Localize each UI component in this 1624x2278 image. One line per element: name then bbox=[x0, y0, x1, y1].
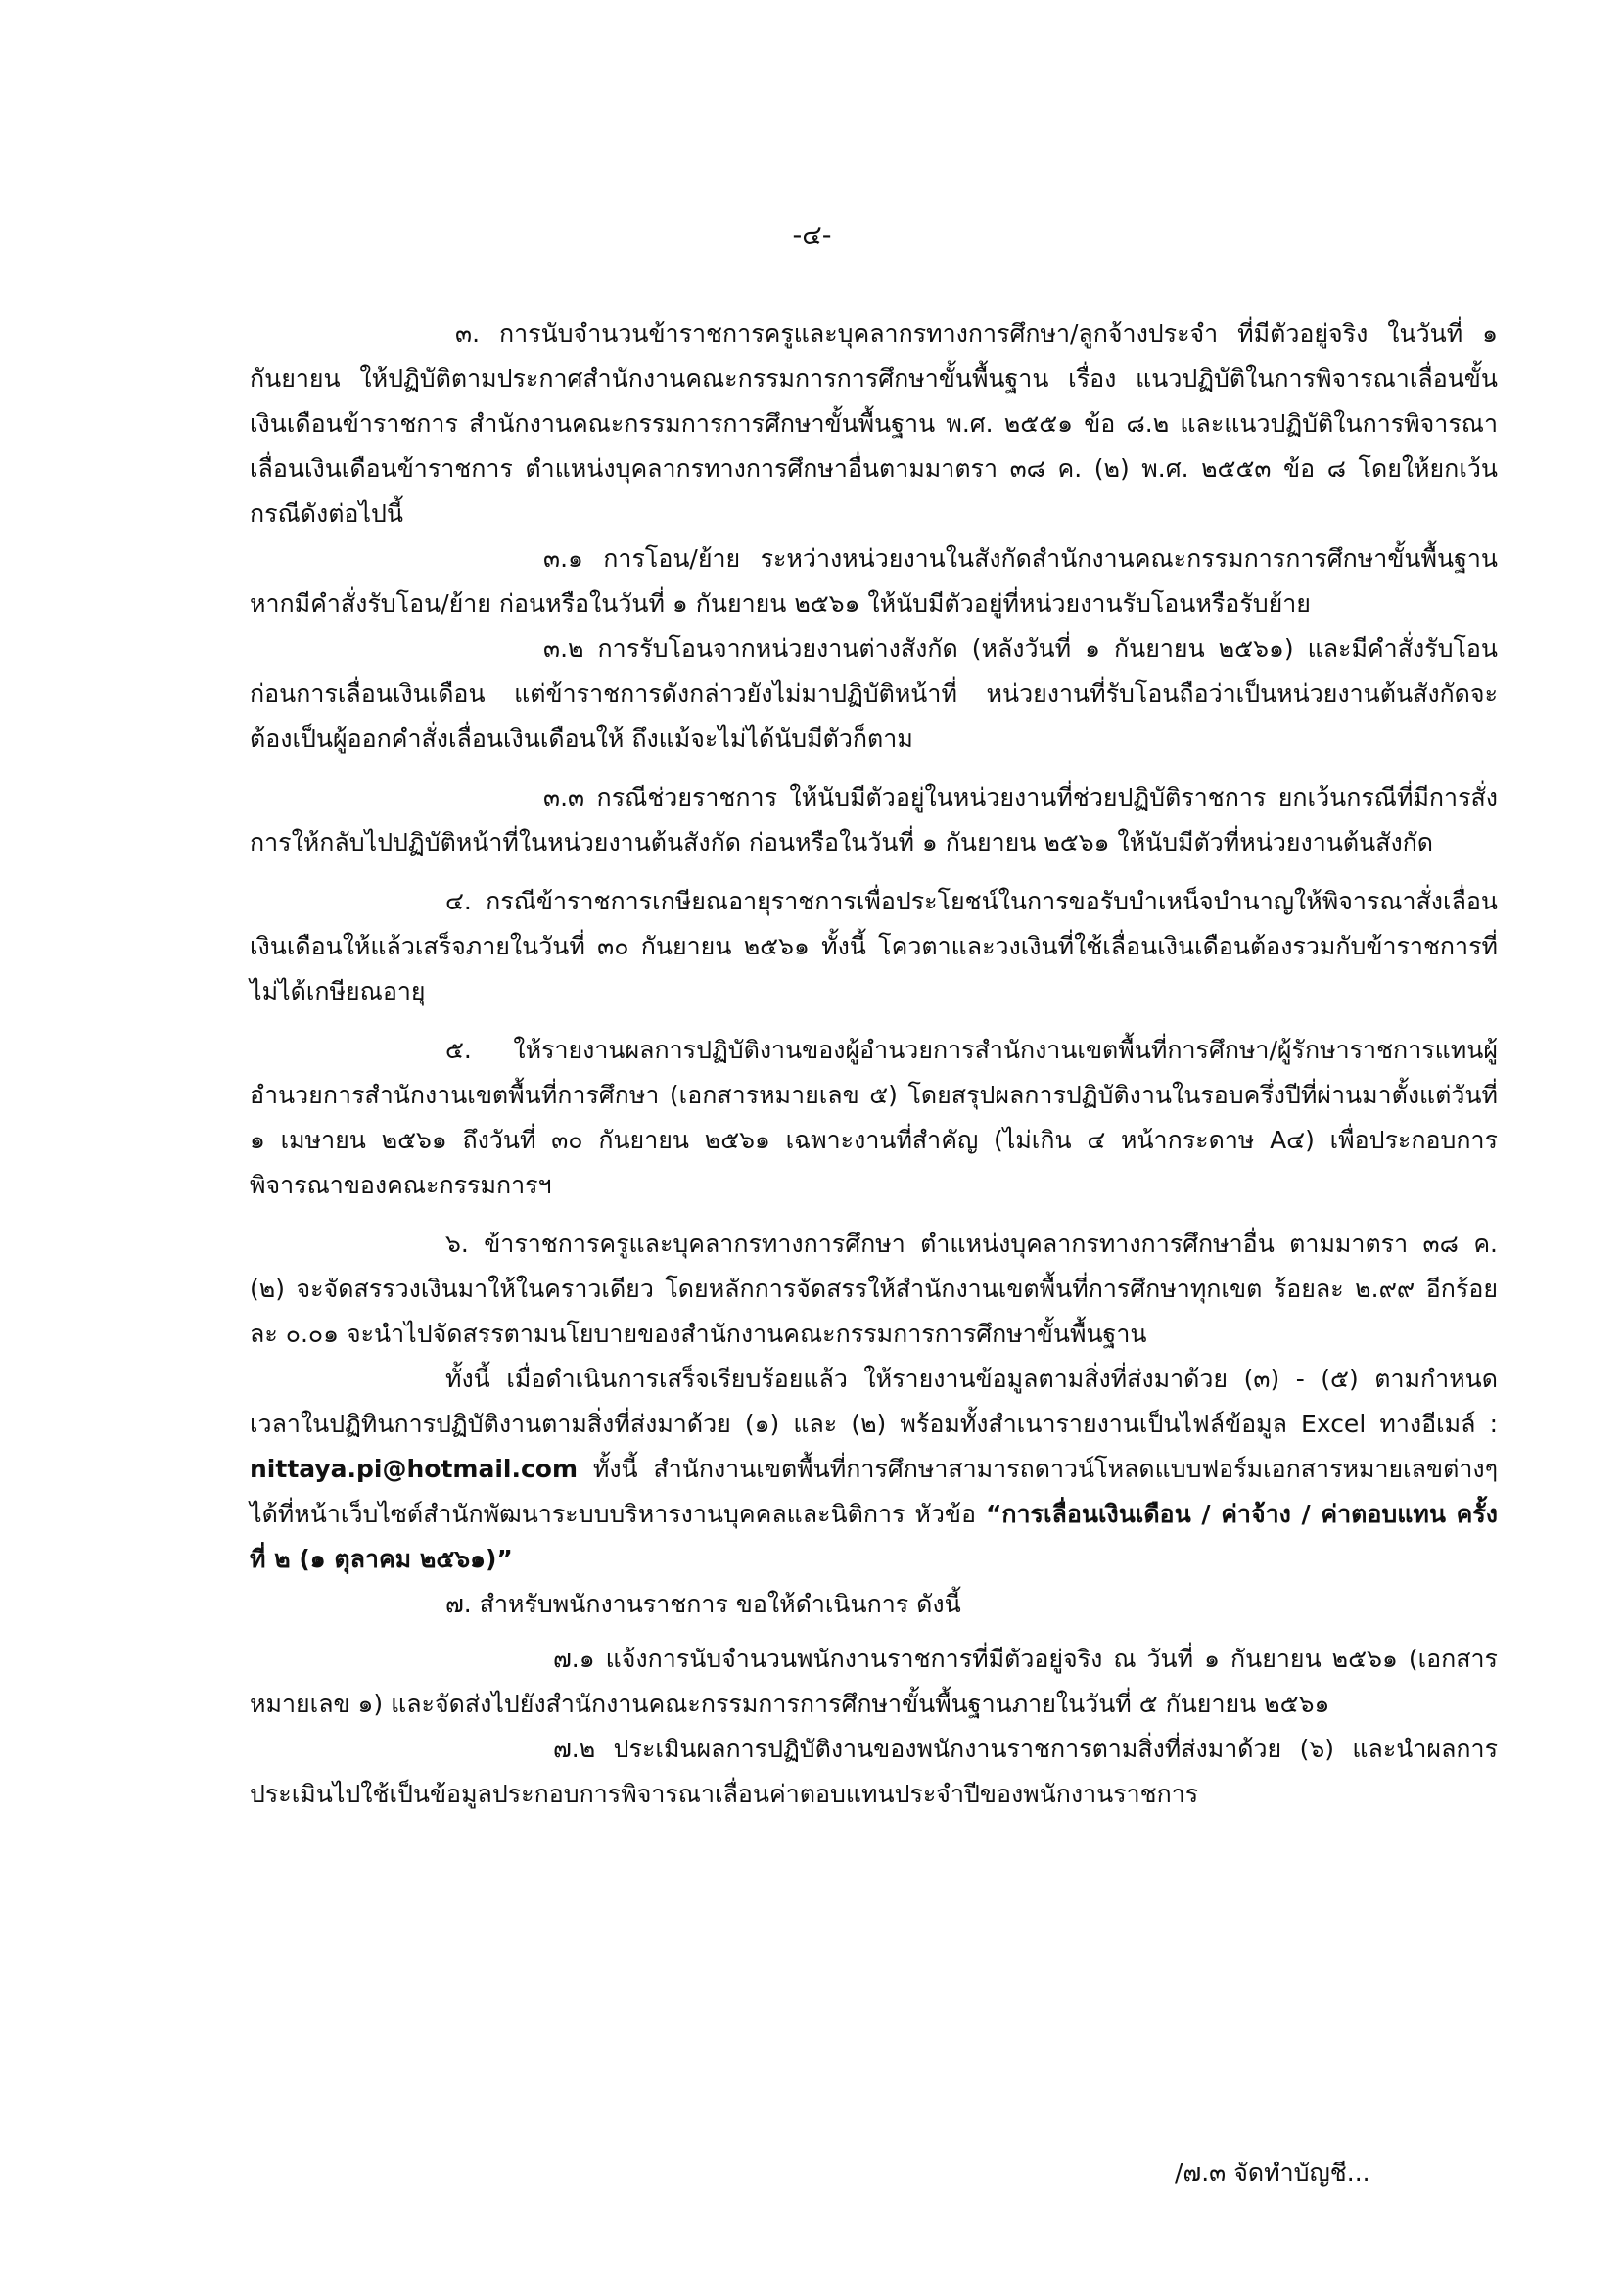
paragraph-6: ๖. ข้าราชการครูและบุคลากรทางการศึกษา ตำแหน่งบุคลากรทางการศึกษาอื่น ตามมาตรา ๓๘ ค. (๒) จะจัดสรรวงเงินมาให้ในคราวเดียว โดยหลักการจัดสรรให้สำนักงานเขตพื้นที่การศึกษาทุกเขต ร้อยละ ๒.๙๙ อีกร้อยละ ๐.๐๑ จะนำไปจัดสรรตามนโยบายของสำนักงานคณะกรรมการการศึกษาขั้นพื้นฐาน bbox=[250, 1230, 1498, 1348]
paragraph-7-2: ๗.๒ ประเมินผลการปฏิบัติงานของพนักงานราชการตามสิ่งที่ส่งมาด้วย (๖) และนำผลการประเมินไปใช้เป็นข้อมูลประกอบการพิจารณาเลื่อนค่าตอบแทนประจำปีของพนักงานราชการ bbox=[250, 1735, 1498, 1808]
paragraph-6-continuation bbox=[250, 1357, 1498, 1582]
paragraph-3-1: ๓.๑ การโอน/ย้าย ระหว่างหน่วยงานในสังกัดสำนักงานคณะกรรมการการศึกษาขั้นพื้นฐาน หากมีคำสั่งรับโอน/ย้าย ก่อนหรือในวันที่ ๑ กันยายน ๒๕๖๑ ให้นับมีตัวอยู่ที่หน่วยงานรับโอนหรือรับย้าย bbox=[250, 544, 1498, 618]
paragraph-3-3: ๓.๓ กรณีช่วยราชการ ให้นับมีตัวอยู่ในหน่วยงานที่ช่วยปฏิบัติราชการ ยกเว้นกรณีที่มีการสั่งการให้กลับไปปฏิบัติหน้าที่ในหน่วยงานต้นสังกัด ก่อนหรือในวันที่ ๑ กันยายน ๒๕๖๑ ให้นับมีตัวที่หน่วยงานต้นสังกัด bbox=[250, 783, 1498, 857]
continuation-note: /๗.๓ จัดทำบัญชี... bbox=[1175, 2159, 1370, 2187]
document-body bbox=[250, 311, 1498, 1817]
paragraph-6-text-b: ทั้งนี้ สำนักงานเขตพื้นที่การศึกษาสามารถดาวน์โหลดแบบฟอร์มเอกสารหมายเลขต่างๆ ได้ที่หน้าเว็บไซต์สำนักพัฒนาระบบบริหารงานบุคคลและนิติการ หัวข้อ bbox=[250, 1455, 1498, 1528]
paragraph-7-1: ๗.๑ แจ้งการนับจำนวนพนักงานราชการที่มีตัวอยู่จริง ณ วันที่ ๑ กันยายน ๒๕๖๑ (เอกสารหมายเลข ๑) และจัดส่งไปยังสำนักงานคณะกรรมการการศึกษาขั้นพื้นฐานภายในวันที่ ๕ กันยายน ๒๕๖๑ bbox=[250, 1645, 1498, 1718]
website-topic: “การเลื่อนเงินเดือน / ค่าจ้าง / ค่าตอบแทน ครั้งที่ ๒ (๑ ตุลาคม ๒๕๖๑)” bbox=[250, 1500, 1498, 1573]
paragraph-5: ๕. ให้รายงานผลการปฏิบัติงานของผู้อำนวยการสำนักงานเขตพื้นที่การศึกษา/ผู้รักษาราชการแทนผู้อำนวยการสำนักงานเขตพื้นที่การศึกษา (เอกสารหมายเลข ๕) โดยสรุปผลการปฏิบัติงานในรอบครึ่งปีที่ผ่านมาตั้งแต่วันที่ ๑ เมษายน ๒๕๖๑ ถึงวันที่ ๓๐ กันยายน ๒๕๖๑ เฉพาะงานที่สำคัญ (ไม่เกิน ๔ หน้ากระดาษ A๔) เพื่อประกอบการพิจารณาของคณะกรรมการฯ bbox=[250, 1036, 1498, 1199]
paragraph-3: ๓. การนับจำนวนข้าราชการครูและบุคลากรทางการศึกษา/ลูกจ้างประจำ ที่มีตัวอยู่จริง ในวันที่ ๑ กันยายน ให้ปฏิบัติตามประกาศสำนักงานคณะกรรมการการศึกษาขั้นพื้นฐาน เรื่อง แนวปฏิบัติในการพิจารณาเลื่อนขั้นเงินเดือนข้าราชการ สำนักงานคณะกรรมการการศึกษาขั้นพื้นฐาน พ.ศ. ๒๕๕๑ ข้อ ๘.๒ และแนวปฏิบัติในการพิจารณาเลื่อนเงินเดือนข้าราชการ ตำแหน่งบุคลากรทางการศึกษาอื่นตามมาตรา ๓๘ ค. (๒) พ.ศ. ๒๕๕๓ ข้อ ๘ โดยให้ยกเว้นกรณีดังต่อไปนี้ bbox=[250, 319, 1498, 528]
page-number: -๔- bbox=[792, 220, 832, 251]
paragraph-4: ๔. กรณีข้าราชการเกษียณอายุราชการเพื่อประโยชน์ในการขอรับบำเหน็จบำนาญให้พิจารณาสั่งเลื่อนเงินเดือนให้แล้วเสร็จภายในวันที่ ๓๐ กันยายน ๒๕๖๑ ทั้งนี้ โควตาและวงเงินที่ใช้เลื่อนเงินเดือนต้องรวมกับข้าราชการที่ไม่ได้เกษียณอายุ bbox=[250, 887, 1498, 1005]
paragraph-3-2: ๓.๒ การรับโอนจากหน่วยงานต่างสังกัด (หลังวันที่ ๑ กันยายน ๒๕๖๑) และมีคำสั่งรับโอนก่อนการเลื่อนเงินเดือน แต่ข้าราชการดังกล่าวยังไม่มาปฏิบัติหน้าที่ หน่วยงานที่รับโอนถือว่าเป็นหน่วยงานต้นสังกัดจะต้องเป็นผู้ออกคำสั่งเลื่อนเงินเดือนให้ ถึงแม้จะไม่ได้นับมีตัวก็ตาม bbox=[250, 634, 1498, 753]
paragraph-6-text-a: ทั้งนี้ เมื่อดำเนินการเสร็จเรียบร้อยแล้ว ให้รายงานข้อมูลตามสิ่งที่ส่งมาด้วย (๓) - (๕) ตามกำหนดเวลาในปฏิทินการปฏิบัติงานตามสิ่งที่ส่งมาด้วย (๑) และ (๒) พร้อมทั้งสำเนารายงานเป็นไฟล์ข้อมูล Excel ทางอีเมล์ : bbox=[250, 1365, 1498, 1438]
contact-email: nittaya.pi@hotmail.com bbox=[250, 1455, 579, 1483]
paragraph-7: ๗. สำหรับพนักงานราชการ ขอให้ดำเนินการ ดังนี้ bbox=[445, 1590, 961, 1618]
